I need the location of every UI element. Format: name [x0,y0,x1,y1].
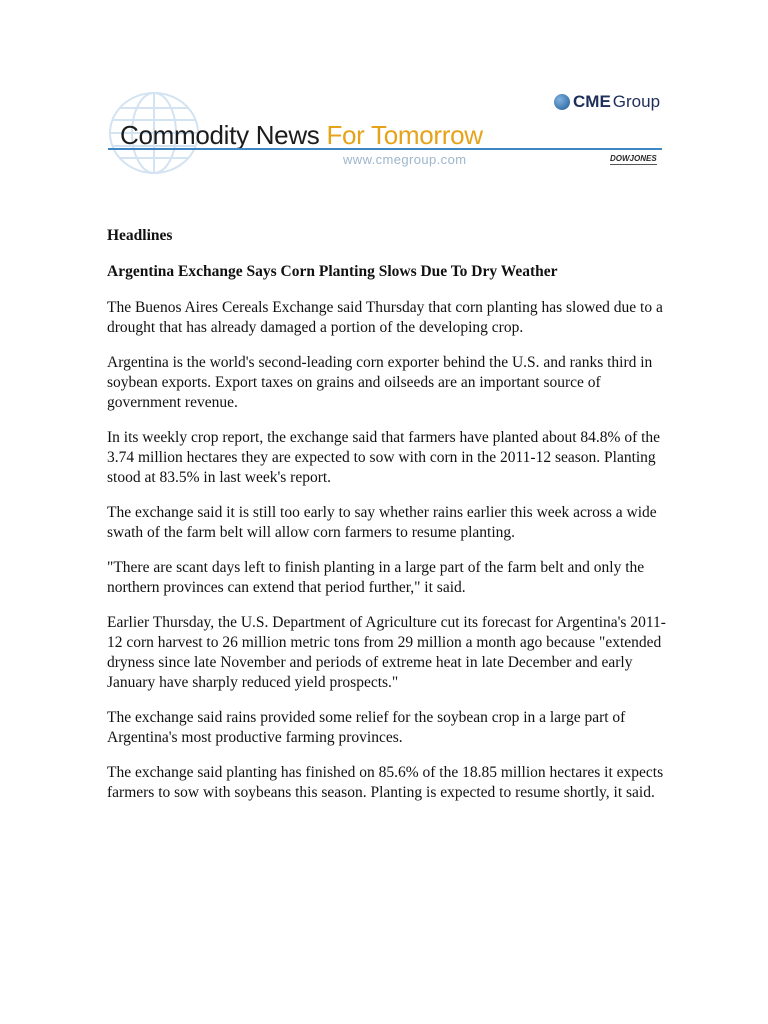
article-paragraph: The exchange said planting has finished on 85.6% of the 18.85 million hectares it expects farmers to sow with soybeans this season. Planting is expected to resume shortly, it said. [107,764,664,801]
article-paragraph: "There are scant days left to finish planting in a large part of the farm belt and only the northern provinces can extend that period further," it said. [107,559,645,596]
article-headline: Argentina Exchange Says Corn Planting Slows Due To Dry Weather [107,263,558,280]
title-part-2: For Tomorrow [326,120,483,150]
dowjones-logo: DOWJONES [610,154,657,163]
article-paragraph: The exchange said rains provided some relief for the soybean crop in a large part of Argentina's most productive farming provinces. [107,709,626,746]
cme-group-logo [554,92,660,112]
article-paragraph: The exchange said it is still too early to say whether rains earlier this week across a wide swath of the farm belt will allow corn farmers to resume planting. [107,504,657,541]
masthead-banner [106,84,666,180]
article-paragraph: In its weekly crop report, the exchange said that farmers have planted about 84.8% of the 3.74 million hectares they are expected to sow with corn in the 2011-12 season. Planting stood at 83.5% in last week's report. [107,429,661,486]
publication-url: www.cmegroup.com [343,152,467,167]
section-heading: Headlines [107,227,173,244]
cme-globe-icon [554,94,570,110]
publication-title [120,120,483,151]
article-paragraph: Argentina is the world's second-leading corn exporter behind the U.S. and ranks third in soybean exports. Export taxes on grains and oilseeds are an important source of government revenue. [107,354,653,411]
article-paragraph: Earlier Thursday, the U.S. Department of Agriculture cut its forecast for Argentina's 2011-12 corn harvest to 26 million metric tons from 29 million a month ago because "extended dryness since late November and periods of extreme heat in late December and early January have sharply reduced yield prospects." [107,614,666,691]
cme-brand: CME [573,92,611,111]
cme-brand-suffix: Group [612,92,661,111]
title-rule [108,148,662,150]
article-body [107,226,667,818]
title-part-1: Commodity News [120,120,327,150]
article-paragraph: The Buenos Aires Cereals Exchange said Thursday that corn planting has slowed due to a drought that has already damaged a portion of the developing crop. [107,299,663,336]
